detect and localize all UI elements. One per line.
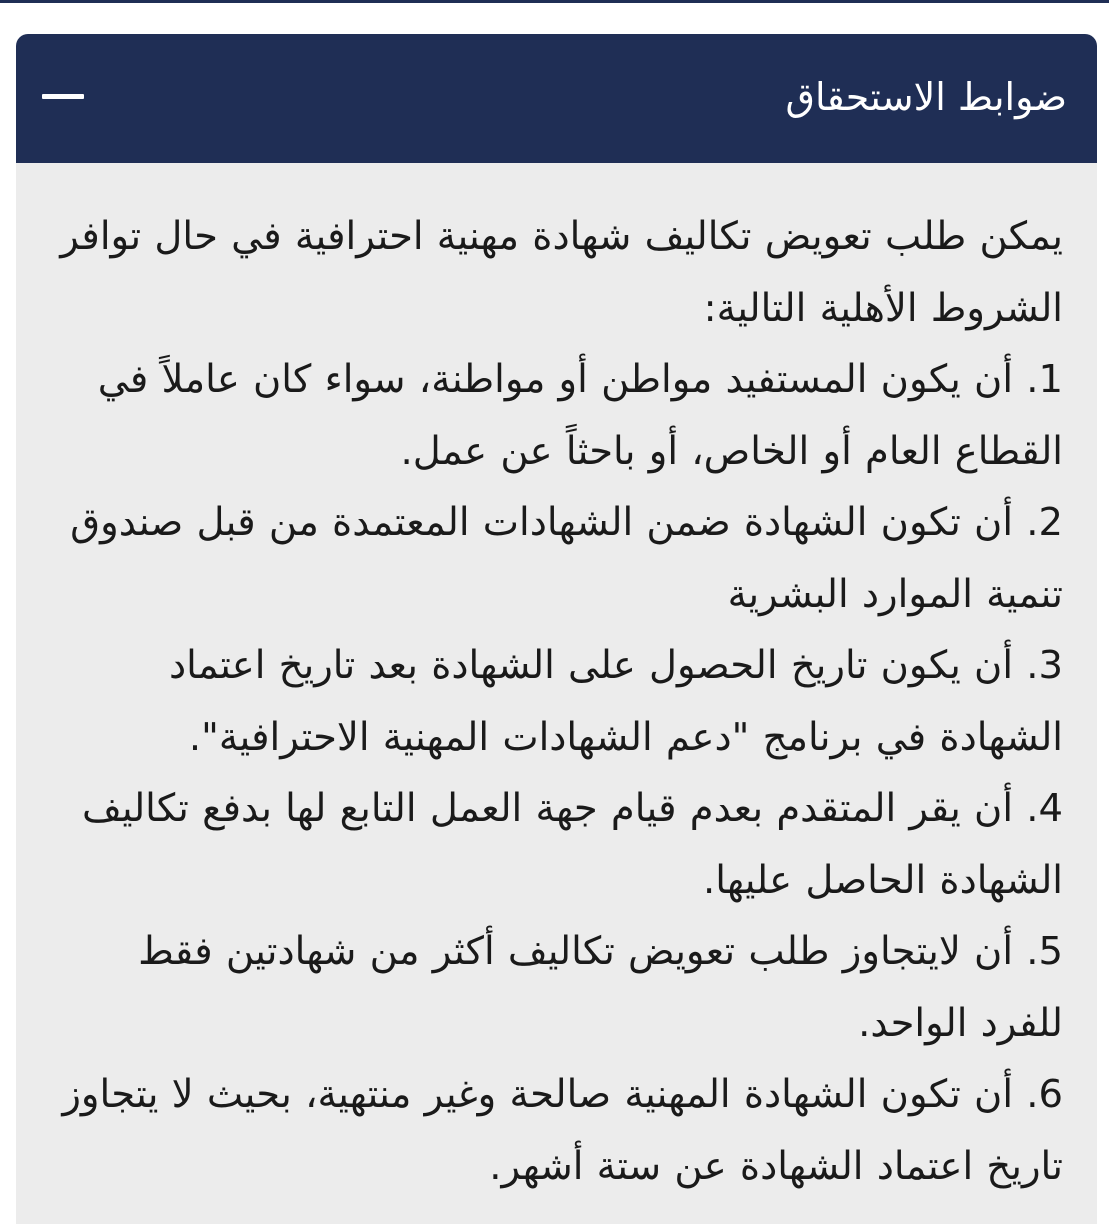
accordion-title: ضوابط الاستحقاق: [785, 74, 1067, 119]
condition-item-3: 3. أن يكون تاريخ الحصول على الشهادة بعد تاريخ اعتماد الشهادة في برنامج "دعم الشهادات المهنية الاحترافية".: [168, 643, 1063, 760]
condition-item-5: 5. أن لايتجاوز طلب تعويض تكاليف أكثر من شهادتين فقط للفرد الواحد.: [138, 929, 1063, 1046]
condition-item-1: 1. أن يكون المستفيد مواطن أو مواطنة، سواء كان عاملاً في القطاع العام أو الخاص، أو باحثاً عن عمل.: [97, 357, 1063, 474]
collapse-button[interactable]: [42, 76, 84, 118]
condition-item-4: 4. أن يقر المتقدم بعدم قيام جهة العمل التابع لها بدفع تكاليف الشهادة الحاصل عليها.: [81, 786, 1063, 903]
accordion-header[interactable]: [16, 34, 1097, 163]
minus-icon: [42, 94, 84, 99]
eligibility-accordion: [16, 34, 1097, 1224]
eligibility-text: [46, 201, 1063, 1202]
intro-text: يمكن طلب تعويض تكاليف شهادة مهنية احترافية في حال توافر الشروط الأهلية التالية:: [60, 214, 1063, 331]
condition-item-2: 2. أن تكون الشهادة ضمن الشهادات المعتمدة من قبل صندوق تنمية الموارد البشرية: [70, 500, 1063, 617]
top-divider: [0, 0, 1109, 3]
accordion-content: [16, 163, 1097, 1202]
condition-item-6: 6. أن تكون الشهادة المهنية صالحة وغير منتهية، بحيث لا يتجاوز تاريخ اعتماد الشهادة عن ستة أشهر.: [62, 1072, 1063, 1189]
